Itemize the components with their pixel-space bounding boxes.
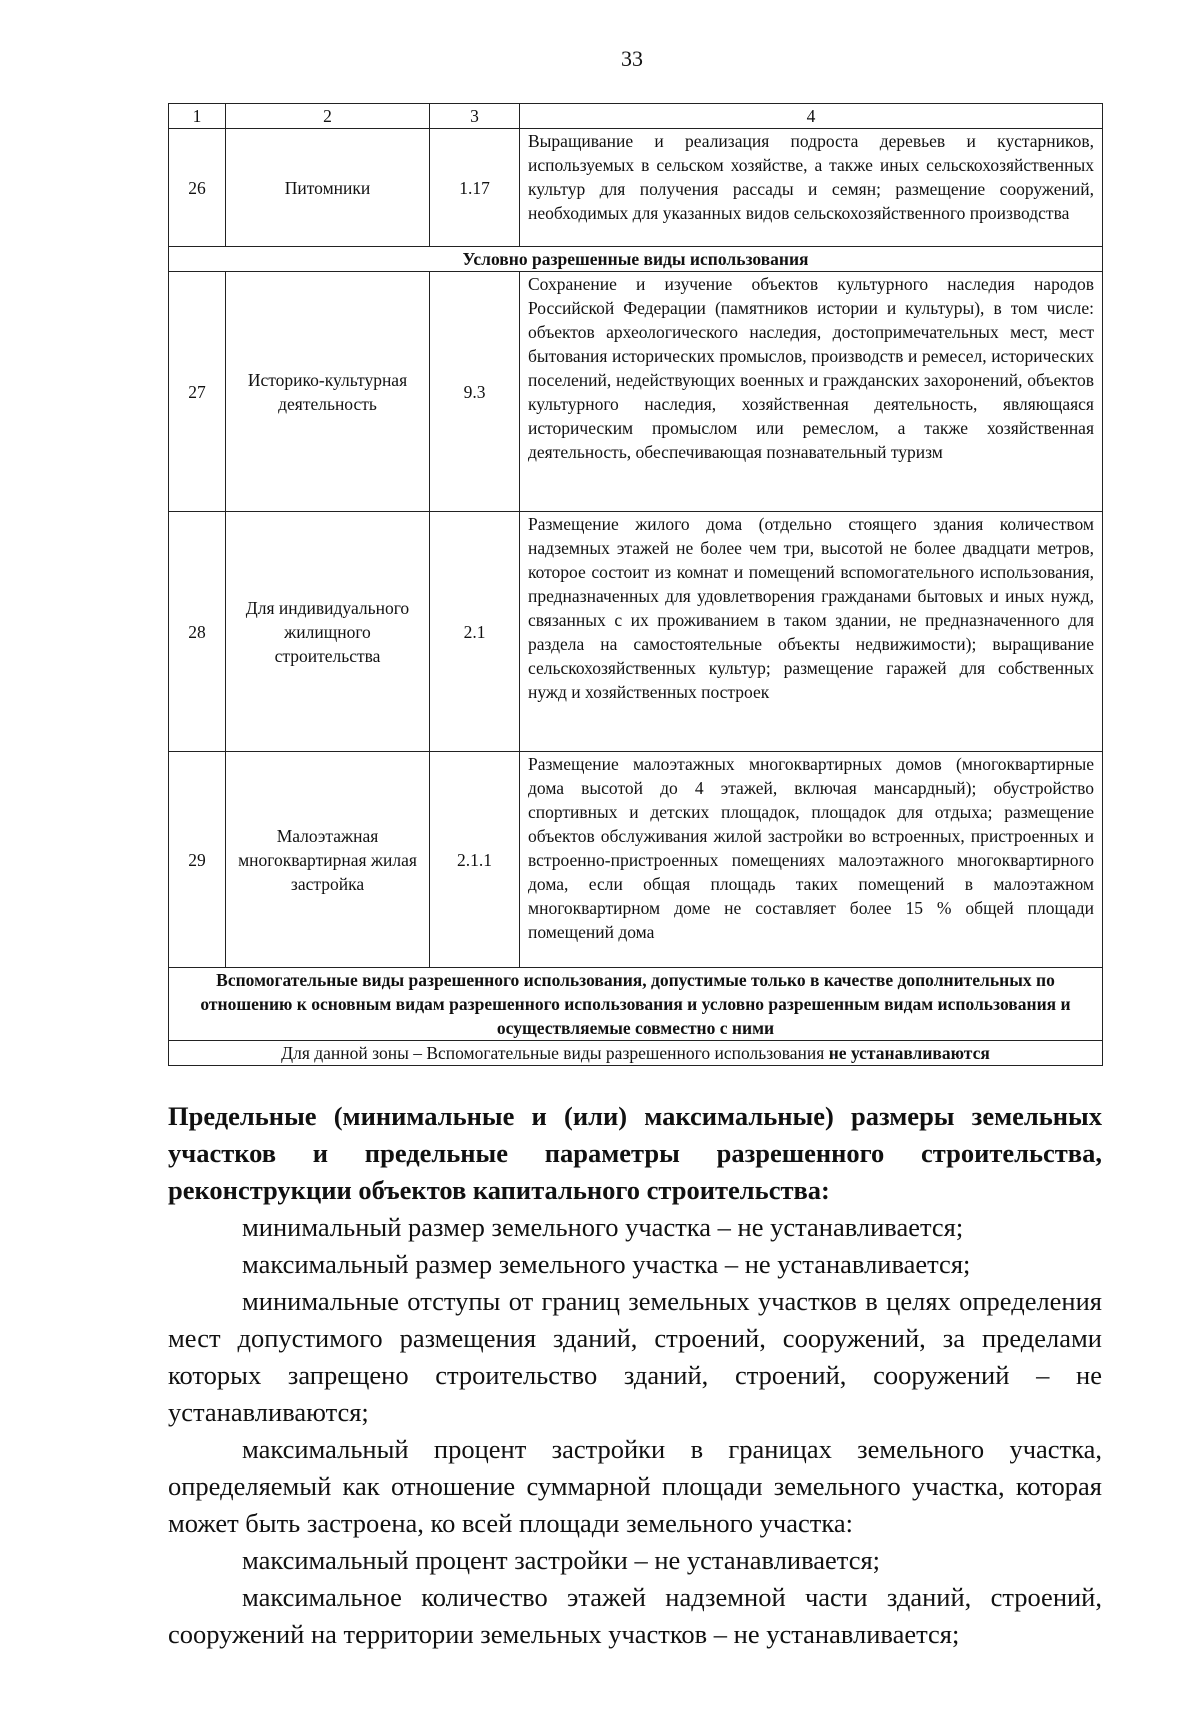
parameters-title: Предельные (минимальные и (или) максимальные) размеры земельных участков и предельные параметры разрешенного строительства, реконструкции объектов капитального строительства:: [168, 1101, 1102, 1205]
use-type-description: Размещение малоэтажных многоквартирных домов (многоквартирные дома высотой до 4 этажей, включая мансардный); обустройство спортивных и детских площадок, площадок для отдыха; размещение объектов обслуживания жилой застройки во встроенных, пристроенных и встроенно-пристроенных помещениях малоэтажного многоквартирного дома, если общая площадь таких помещений в малоэтажном многоквартирном доме не составляет более 15 % общей площади помещений дома: [520, 752, 1103, 968]
use-type-code: 2.1.1: [430, 752, 520, 968]
header-col-4: 4: [520, 104, 1103, 129]
use-type-name: Малоэтажная многоквартирная жилая застройка: [226, 752, 430, 968]
parameter-item: максимальное количество этажей надземной части зданий, строений, сооружений на территории земельных участков – не устанавливается;: [168, 1582, 1102, 1649]
parameter-item: максимальный размер земельного участка – не устанавливается;: [242, 1249, 971, 1279]
auxiliary-note-row: [169, 1041, 1103, 1066]
use-type-description: Размещение жилого дома (отдельно стоящего здания количеством надземных этажей не более чем три, высотой не более двадцати метров, которое состоит из комнат и помещений вспомогательного использования, предназначенных для удовлетворения гражданами бытовых и иных нужд, связанных с их проживанием в таком здании, не предназначенного для раздела на самостоятельные объекты недвижимости); выращивание сельскохозяйственных культур; размещение гаражей для собственных нужд и хозяйственных построек: [520, 512, 1103, 752]
row-number: 26: [169, 129, 226, 247]
table-row: [169, 512, 1103, 752]
section-header-row: [169, 968, 1103, 1041]
parameter-item: минимальные отступы от границ земельных участков в целях определения мест допустимого размещения зданий, строений, сооружений, за пределами которых запрещено строительство зданий, строений, сооружений – не устанавливаются;: [168, 1286, 1102, 1427]
table-row: [169, 129, 1103, 247]
row-number: 27: [169, 272, 226, 512]
auxiliary-note-emphasis: не устанавливаются: [828, 1043, 990, 1063]
use-type-name: Историко-культурная деятельность: [226, 272, 430, 512]
page-number: 33: [621, 46, 643, 71]
land-use-table: [168, 103, 1103, 1066]
use-type-code: 1.17: [430, 129, 520, 247]
use-type-code: 2.1: [430, 512, 520, 752]
use-type-description: Выращивание и реализация подроста деревьев и кустарников, используемых в сельском хозяйстве, а также иных сельскохозяйственных культур для получения рассады и семян; размещение сооружений, необходимых для указанных видов сельскохозяйственного производства: [520, 129, 1103, 247]
use-type-description: Сохранение и изучение объектов культурного наследия народов Российской Федерации (памятников истории и культуры), в том числе: объектов археологического наследия, достопримечательных мест, мест бытования исторических промыслов, производств и ремесел, исторических поселений, недействующих военных и гражданских захоронений, объектов культурного наследия, хозяйственная деятельность, являющаяся историческим промыслом или ремеслом, а также хозяйственная деятельность, обеспечивающая познавательный туризм: [520, 272, 1103, 512]
auxiliary-note-text: Для данной зоны – Вспомогательные виды разрешенного использования: [281, 1043, 829, 1063]
auxiliary-note: [169, 1041, 1103, 1066]
row-number: 28: [169, 512, 226, 752]
conditional-uses-heading: Условно разрешенные виды использования: [169, 247, 1103, 272]
table-row: [169, 272, 1103, 512]
parameter-item: минимальный размер земельного участка – не устанавливается;: [242, 1212, 964, 1242]
use-type-name: Для индивидуального жилищного строительства: [226, 512, 430, 752]
parameters-section: [168, 1098, 1102, 1653]
parameter-item: максимальный процент застройки – не устанавливается;: [242, 1545, 881, 1575]
use-type-code: 9.3: [430, 272, 520, 512]
section-header-row: [169, 247, 1103, 272]
auxiliary-uses-heading: Вспомогательные виды разрешенного использования, допустимые только в качестве дополнительных по отношению к основным видам разрешенного использования и условно разрешенным видам использования и осуществляемые совместно с ними: [169, 968, 1103, 1041]
table-row: [169, 752, 1103, 968]
parameter-item: максимальный процент застройки в границах земельного участка, определяемый как отношение суммарной площади земельного участка, которая может быть застроена, ко всей площади земельного участка:: [168, 1434, 1102, 1538]
header-col-3: 3: [430, 104, 520, 129]
header-col-2: 2: [226, 104, 430, 129]
use-type-name: Питомники: [226, 129, 430, 247]
header-col-1: 1: [169, 104, 226, 129]
table-header-row: [169, 104, 1103, 129]
row-number: 29: [169, 752, 226, 968]
